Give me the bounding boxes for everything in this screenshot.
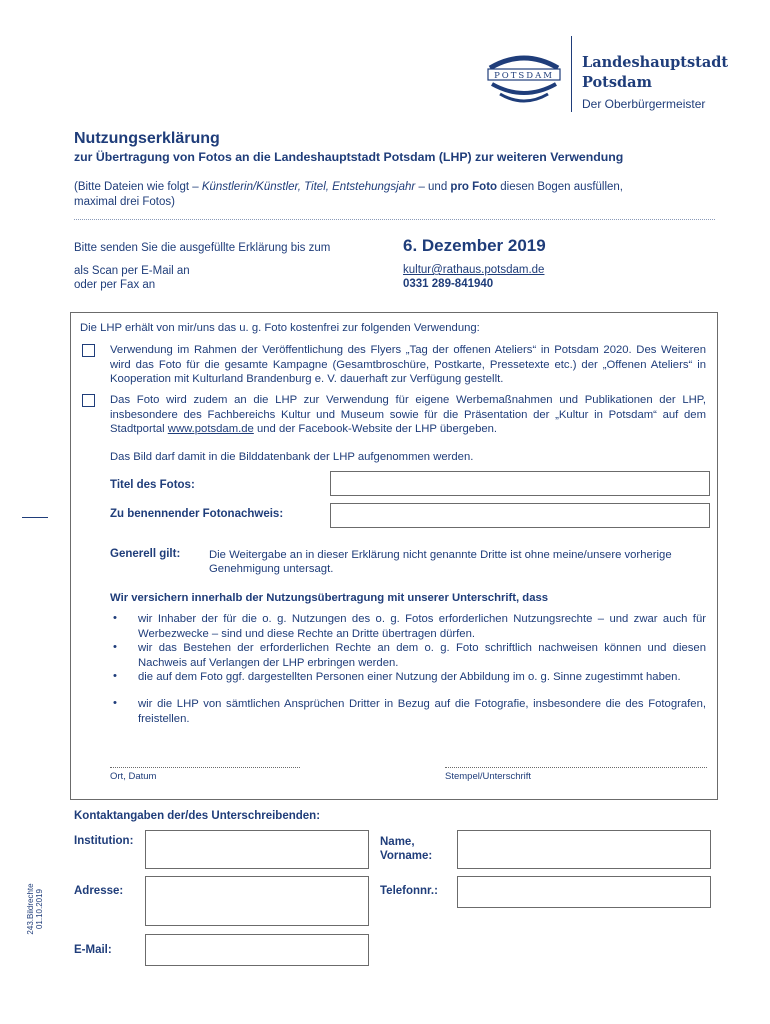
- photo-title-label: Titel des Fotos:: [110, 479, 195, 491]
- bullet-dot: •: [113, 670, 117, 682]
- intro-instructions: (Bitte Dateien wie folgt – Künstlerin/Künstler, Titel, Entstehungsjahr – und pro Foto diesen Bogen ausfüllen, maximal drei Fotos): [74, 181, 624, 208]
- name-input[interactable]: [457, 830, 711, 869]
- bullet-dot: •: [113, 697, 117, 709]
- page-subtitle: zur Übertragung von Fotos an die Landeshauptstadt Potsdam (LHP) zur weiteren Verwendung: [74, 150, 624, 164]
- bullet-dot: •: [113, 641, 117, 653]
- emblem-text: POTSDAM: [494, 71, 554, 81]
- usage-intro: Die LHP erhält von mir/uns das u. g. Foto kostenfrei zur folgenden Verwendung:: [80, 322, 480, 334]
- photo-credit-input[interactable]: [330, 503, 710, 528]
- option2-checkbox[interactable]: [82, 394, 95, 407]
- city-name-line2: Potsdam: [582, 74, 652, 91]
- general-label: Generell gilt:: [110, 548, 181, 560]
- assurance-item: die auf dem Foto ggf. dargestellten Personen einer Nutzung der Abbildung im o. g. Sinne zugestimmt haben.: [138, 671, 681, 683]
- send-methods: als Scan per E-Mail an oder per Fax an: [74, 265, 190, 291]
- document-code: 243.Bildrechte 01.10.2019: [26, 883, 44, 935]
- phone-input[interactable]: [457, 876, 711, 908]
- logo-divider: [571, 36, 572, 112]
- institution-input[interactable]: [145, 830, 369, 869]
- assurance-item: wir die LHP von sämtlichen Ansprüchen Dritter in Bezug auf die Fotografie, insbesondere die des Fotografen, freistellen.: [138, 698, 706, 725]
- contact-title: Kontaktangaben der/des Unterschreibenden:: [74, 810, 321, 822]
- option1-checkbox[interactable]: [82, 344, 95, 357]
- option2-text: Das Foto wird zudem an die LHP zur Verwendung für eigene Werbemaßnahmen und Publikationen der LHP, insbesondere des Fachbereichs Kultur und Museum sowie für die Präsentation der „Kultur in Potsdam“ auf dem Stadtportal www.potsdam.de und der Facebook-Website der LHP übergeben.: [110, 394, 706, 435]
- fax-number: 0331 289-841940: [403, 278, 494, 290]
- assurance-item: wir das Bestehen der erforderlichen Rechte an dem o. g. Foto schriftlich nachweisen können und diesen Nachweis auf Verlangen der LHP erbringen werden.: [138, 642, 706, 669]
- option1-text: Verwendung im Rahmen der Veröffentlichung des Flyers „Tag der offenen Ateliers“ in Potsdam 2020. Des Weiteren wird das Foto für die gesamte Kampagne (Gesamtbroschüre, Postkarte, Pressetexte etc.) der „Offenen Ateliers“ in Kooperation mit Kulturland Brandenburg e. V. dauerhaft zur Verfügung gestellt.: [110, 344, 706, 385]
- city-name-line1: Landeshauptstadt: [582, 54, 729, 71]
- database-note: Das Bild darf damit in die Bilddatenbank der LHP aufgenommen werden.: [110, 451, 474, 463]
- email-link[interactable]: kultur@rathaus.potsdam.de: [403, 264, 545, 276]
- email-label: E-Mail:: [74, 944, 112, 956]
- name-label: Name, Vorname:: [380, 836, 433, 862]
- assurance-item: wir Inhaber der für die o. g. Nutzungen des o. g. Fotos erforderlichen Nutzungsrechte – und zwar auch für Werbezwecke – sind und diese Rechte an Dritte übertragen dürfen.: [138, 613, 706, 640]
- fold-mark: [22, 517, 48, 518]
- deadline-date: 6. Dezember 2019: [403, 236, 546, 255]
- address-label: Adresse:: [74, 885, 124, 897]
- general-text: Die Weitergabe an in dieser Erklärung nicht genannte Dritte ist ohne meine/unsere vorherige Genehmigung untersagt.: [209, 549, 672, 575]
- potsdam-emblem-logo: [484, 50, 564, 110]
- signature-label: Stempel/Unterschrift: [445, 771, 532, 782]
- portal-link[interactable]: www.potsdam.de: [167, 423, 254, 435]
- signature-line[interactable]: [445, 767, 707, 768]
- mayor-label: Der Oberbürgermeister: [582, 97, 706, 111]
- divider: [74, 219, 715, 220]
- place-date-label: Ort, Datum: [110, 771, 157, 782]
- page-title: Nutzungserklärung: [74, 130, 220, 147]
- photo-credit-label: Zu benennender Fotonachweis:: [110, 508, 284, 520]
- place-date-line[interactable]: [110, 767, 300, 768]
- assurance-title: Wir versichern innerhalb der Nutzungsübertragung mit unserer Unterschrift, dass: [110, 592, 549, 604]
- bullet-dot: •: [113, 612, 117, 624]
- address-input[interactable]: [145, 876, 369, 926]
- institution-label: Institution:: [74, 835, 134, 847]
- deadline-text: Bitte senden Sie die ausgefüllte Erklärung bis zum: [74, 242, 331, 254]
- photo-title-input[interactable]: [330, 471, 710, 496]
- phone-label: Telefonnr.:: [380, 885, 438, 897]
- email-input[interactable]: [145, 934, 369, 966]
